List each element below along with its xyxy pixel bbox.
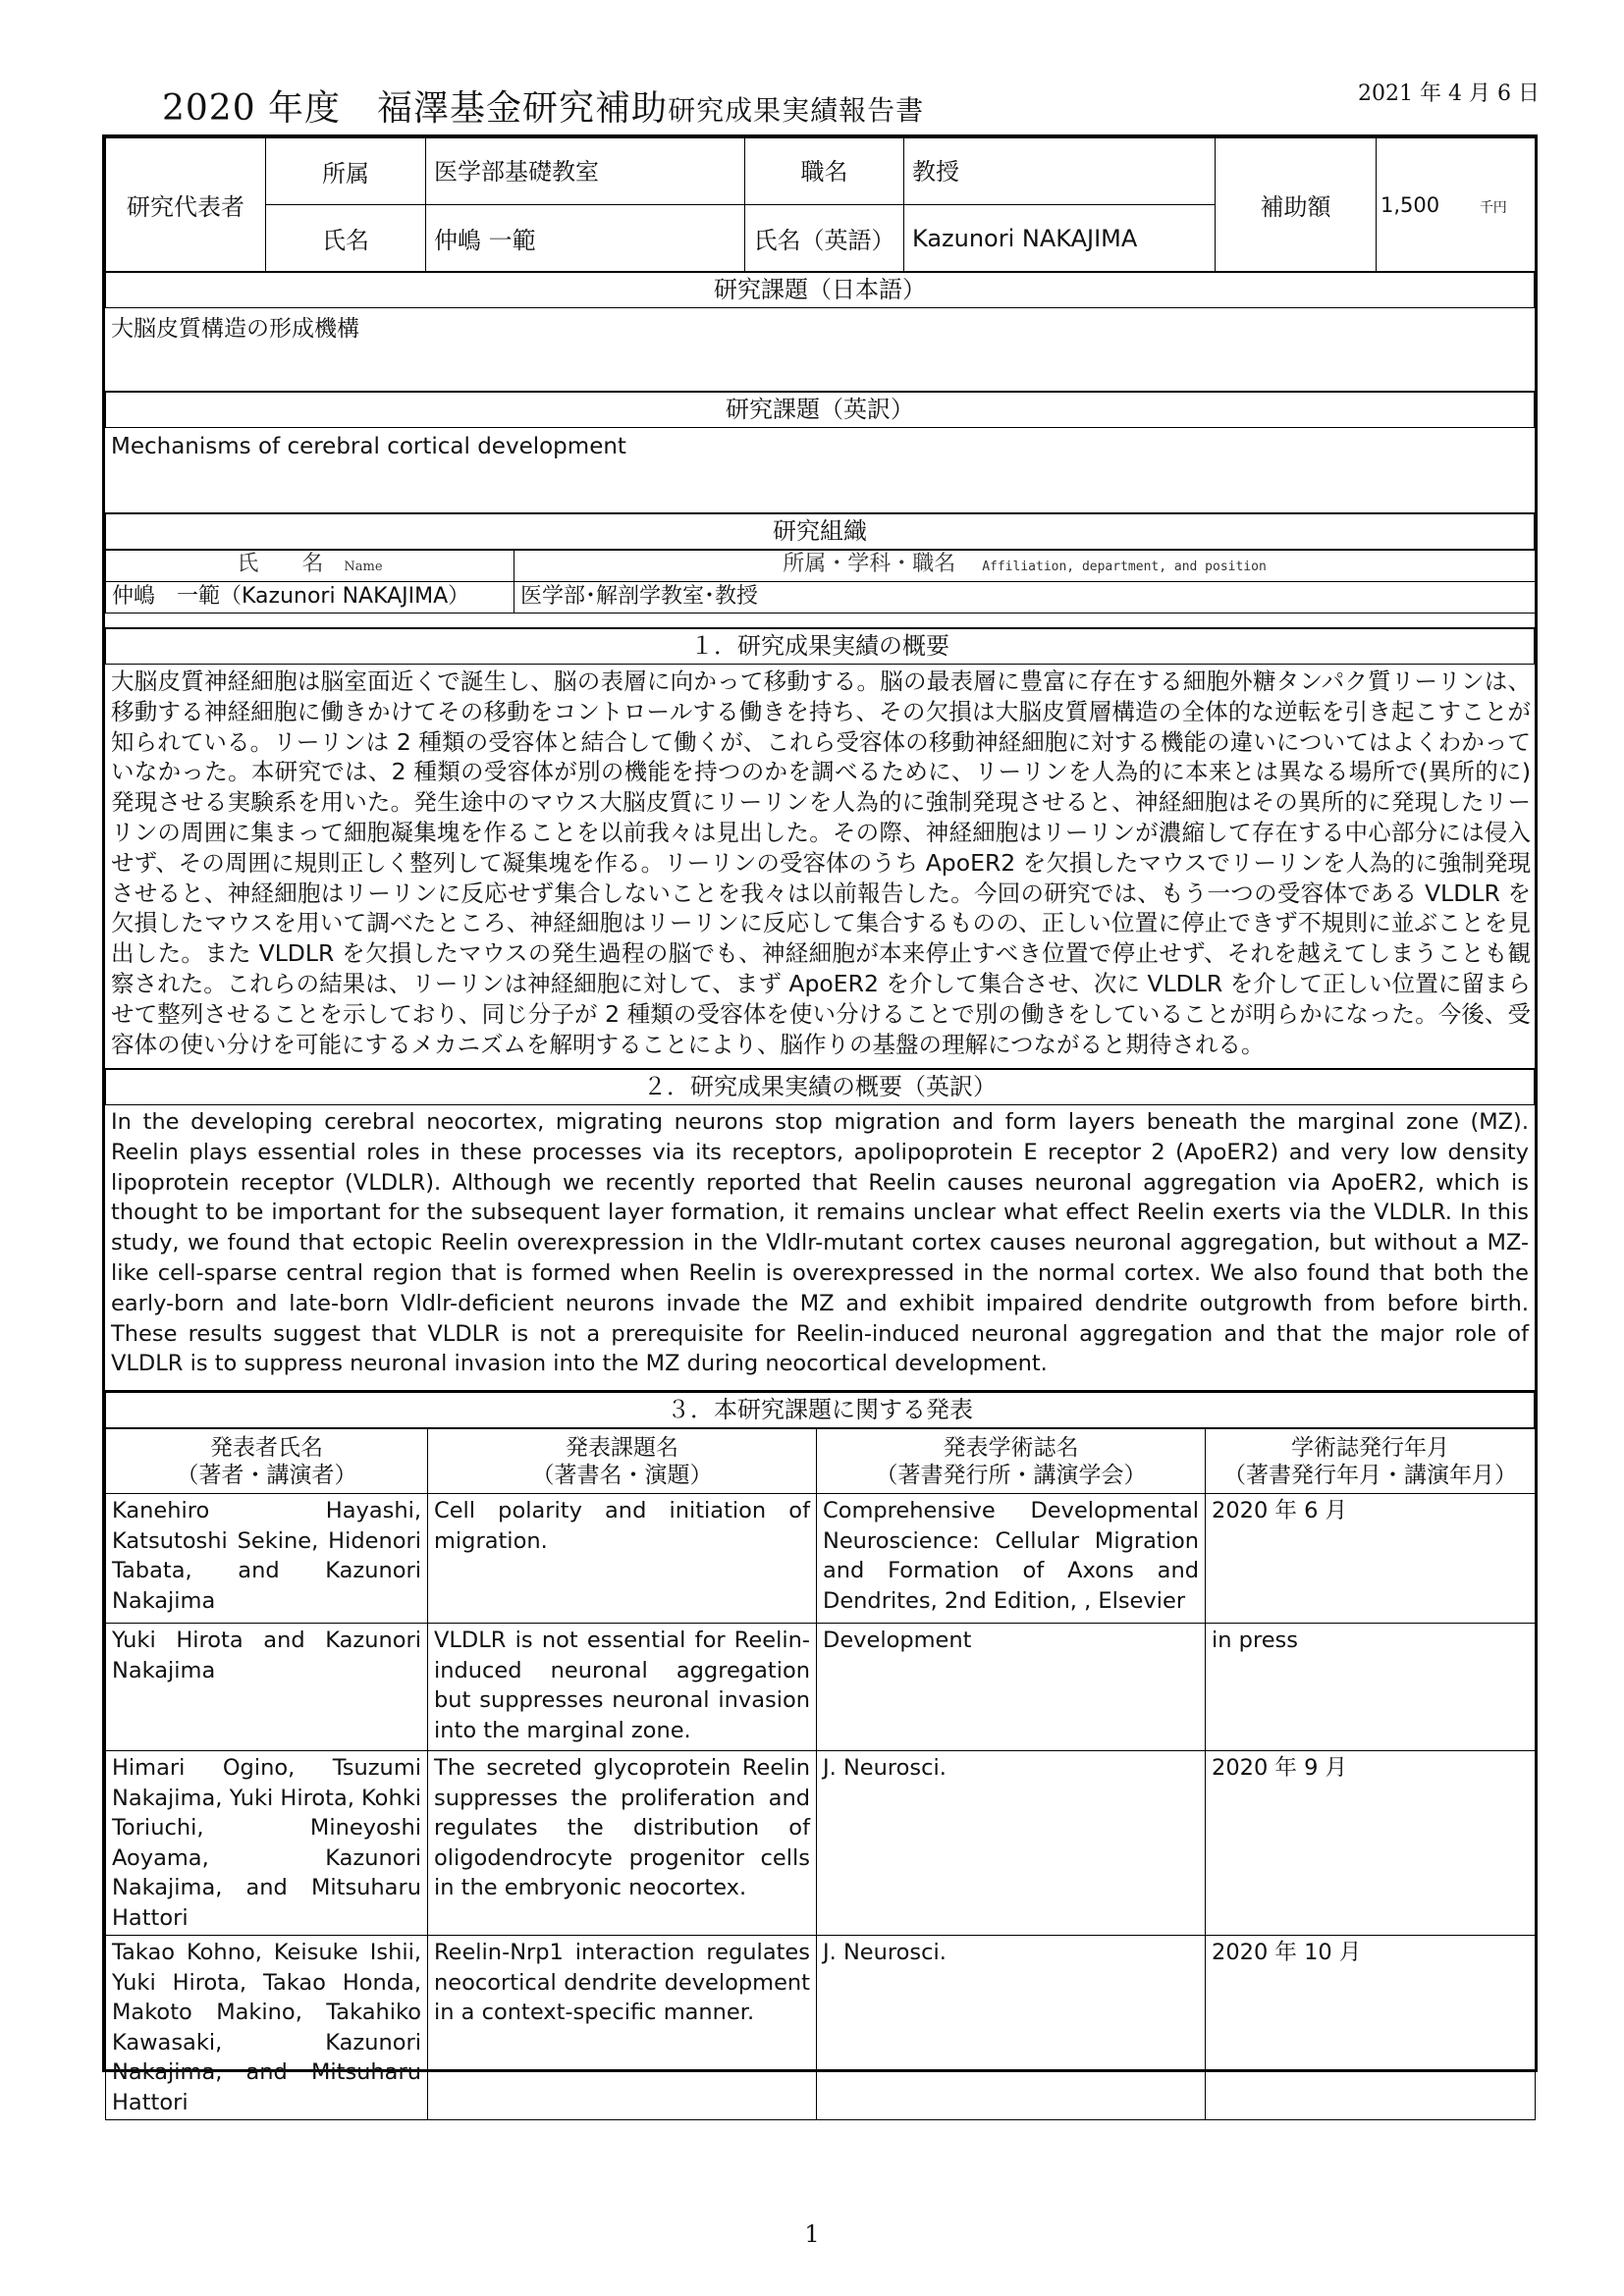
pub-col-venue: 発表学術誌名 （著書発行所・講演学会）	[817, 1429, 1206, 1494]
org-col-affil-label: 所属・学科・職名	[783, 552, 956, 576]
title-jp-text: 大脳皮質構造の形成機構	[111, 316, 359, 342]
pub-date: in press	[1206, 1624, 1536, 1751]
organization-heading: 研究組織	[105, 512, 1535, 550]
position-label: 職名	[745, 138, 904, 205]
grant-amount	[1377, 138, 1536, 272]
page-number: 1	[804, 2220, 820, 2248]
report-form	[102, 134, 1538, 2115]
pub-authors: Kanehiro Hayashi, Katsutoshi Sekine, Hidenori Tabata, and Kazunori Nakajima	[106, 1494, 428, 1624]
title-jp-section	[105, 271, 1535, 385]
org-col-name-en: Name	[344, 560, 383, 574]
pub-venue: Development	[817, 1624, 1206, 1751]
table-row	[106, 1624, 1536, 1751]
publications-heading: ３．本研究課題に関する発表	[105, 1390, 1535, 1428]
pub-title: The secreted glycoprotein Reelin suppresses the proliferation and regulates the distribution of oligodendrocyte progenitor cells in the embryonic neocortex.	[428, 1751, 817, 1936]
summary-jp-heading: １．研究成果実績の概要	[105, 627, 1535, 665]
summary-en-heading: ２．研究成果実績の概要（英訳）	[105, 1068, 1535, 1105]
org-col-name-label: 氏 名	[237, 552, 324, 576]
name-en-value: Kazunori NAKAJIMA	[904, 205, 1216, 272]
title-en-text: Mechanisms of cerebral cortical development	[111, 434, 626, 459]
pub-venue: Comprehensive Developmental Neuroscience: Cellular Migration and Formation of Axons and Dendrites, 2nd Edition, , Elsevier	[817, 1494, 1206, 1624]
org-member-affil: 医学部･解剖学教室･教授	[514, 582, 1536, 614]
document-title	[162, 80, 924, 131]
pub-venue: J. Neurosci.	[817, 1936, 1206, 2120]
pub-title: Cell polarity and initiation of migration.	[428, 1494, 817, 1624]
name-label: 氏名	[266, 205, 426, 272]
name-en-label: 氏名（英語）	[745, 205, 904, 272]
summary-en-text: In the developing cerebral neocortex, migrating neurons stop migration and form layers beneath the marginal zone (MZ). Reelin plays essential roles in these processes via its receptors, apolipoprotein E receptor 2 (ApoER2) and very low density lipoprotein receptor (VLDLR). Although we recently reported that Reelin causes neuronal aggregation via ApoER2, which is thought to be important for the subsequent layer formation, it remains unclear what effect Reelin exerts via the VLDLR. In this study, we found that ectopic Reelin overexpression in the Vldlr-mutant cortex causes neuronal aggregation, but without a MZ-like cell-sparse central region that is formed when Reelin is overexpressed in the normal cortex. We also found that both the early-born and late-born Vldlr-deficient neurons invade the MZ and exhibit impaired dendrite outgrowth from before birth. These results suggest that VLDLR is not a prerequisite for Reelin-induced neuronal aggregation and that the major role of VLDLR is to suppress neuronal invasion into the MZ during neocortical development.	[111, 1109, 1529, 1377]
grant-value: 1,500	[1380, 192, 1440, 217]
publications-table	[105, 1428, 1536, 2120]
org-col-affil	[514, 551, 1536, 582]
organization-section	[105, 512, 1535, 614]
title-jp-heading: 研究課題（日本語）	[105, 271, 1535, 308]
summary-en-section	[105, 1068, 1535, 1390]
table-row	[106, 1494, 1536, 1624]
pub-col-authors: 発表者氏名 （著者・講演者）	[106, 1429, 428, 1494]
org-member-name: 仲嶋 一範（Kazunori NAKAJIMA）	[106, 582, 514, 614]
summary-jp-section	[105, 627, 1535, 1069]
organization-table	[105, 550, 1536, 614]
pub-authors: Takao Kohno, Keisuke Ishii, Yuki Hirota, Takao Honda, Makoto Makino, Takahiko Kawasaki, Kazunori Nakajima, and Mitsuharu Hattori	[106, 1936, 428, 2120]
publications-header-row	[106, 1429, 1536, 1494]
pub-col-date: 学術誌発行年月 （著書発行年月・講演年月）	[1206, 1429, 1536, 1494]
representative-label: 研究代表者	[106, 138, 266, 272]
title-sub: 研究成果実績報告書	[668, 94, 925, 127]
title-en-section	[105, 391, 1535, 505]
pub-date: 2020 年 10 月	[1206, 1936, 1536, 2120]
title-en-heading: 研究課題（英訳）	[105, 391, 1535, 428]
summary-jp-text: 大脳皮質神経細胞は脳室面近くで誕生し、脳の表層に向かって移動する。脳の最表層に豊富に存在する細胞外糖タンパク質リーリンは、移動する神経細胞に働きかけてその移動をコントロールする働きを持ち、その欠損は大脳皮質層構造の全体的な逆転を引き起こすことが知られている。リーリンは 2 種類の受容体と結合して働くが、これら受容体の移動神経細胞に対する機能の違いについてはよくわかっていなかった。本研究では、2 種類の受容体が別の機能を持つのかを調べるために、リーリンを人為的に本来とは異なる場所で(異所的に)発現させる実験系を用いた。発生途中のマウス大脳皮質にリーリンを人為的に強制発現させると、神経細胞はその異所的に発現したリーリンの周囲に集まって細胞凝集塊を作ることを以前我々は見出した。その際、神経細胞はリーリンが濃縮して存在する中心部分には侵入せず、その周囲に規則正しく整列して凝集塊を作る。リーリンの受容体のうち ApoER2 を欠損したマウスでリーリンを人為的に強制発現させると、神経細胞はリーリンに反応せず集合しないことを我々は以前報告した。今回の研究では、もう一つの受容体である VLDLR を欠損したマウスを用いて調べたところ、神経細胞はリーリンに反応して集合するものの、正しい位置に停止できず不規則に並ぶことを見出した。また VLDLR を欠損したマウスの発生過程の脳でも、神経細胞が本来停止すべき位置で停止せず、それを越えてしまうことも観察された。これらの結果は、リーリンは神経細胞に対して、まず ApoER2 を介して集合させ、次に VLDLR を介して正しい位置に留まらせて整列させることを示しており、同じ分子が 2 種類の受容体を使い分けることで別の働きをしていることが明らかになった。今後、受容体の使い分けを可能にするメカニズムを解明することにより、脳作りの基盤の理解につながると期待される。	[111, 667, 1531, 1058]
pub-authors: Himari Ogino, Tsuzumi Nakajima, Yuki Hirota, Kohki Toriuchi, Mineyoshi Aoyama, Kazunori Nakajima, and Mitsuharu Hattori	[106, 1751, 428, 1936]
title-main: 2020 年度 福澤基金研究補助	[162, 88, 669, 129]
report-date: 2021 年 4 月 6 日	[1358, 81, 1540, 106]
pub-date: 2020 年 9 月	[1206, 1751, 1536, 1936]
publications-section	[105, 1390, 1535, 2120]
affiliation-value: 医学部基礎教室	[426, 138, 745, 205]
representative-table	[105, 137, 1536, 272]
name-value: 仲嶋 一範	[426, 205, 745, 272]
position-value: 教授	[904, 138, 1216, 205]
pub-title: Reelin-Nrp1 interaction regulates neocortical dendrite development in a context-specific manner.	[428, 1936, 817, 2120]
pub-col-title: 発表課題名 （著書名・演題）	[428, 1429, 817, 1494]
table-row	[106, 1751, 1536, 1936]
pub-venue: J. Neurosci.	[817, 1751, 1206, 1936]
affiliation-label: 所属	[266, 138, 426, 205]
org-col-affil-en: Affiliation, department, and position	[982, 560, 1267, 574]
grant-unit: 千円	[1479, 199, 1507, 216]
pub-title: VLDLR is not essential for Reelin-induced neuronal aggregation but suppresses neuronal invasion into the marginal zone.	[428, 1624, 817, 1751]
org-col-name	[106, 551, 514, 582]
table-row	[106, 1936, 1536, 2120]
pub-authors: Yuki Hirota and Kazunori Nakajima	[106, 1624, 428, 1751]
grant-label: 補助額	[1216, 138, 1377, 272]
pub-date: 2020 年 6 月	[1206, 1494, 1536, 1624]
